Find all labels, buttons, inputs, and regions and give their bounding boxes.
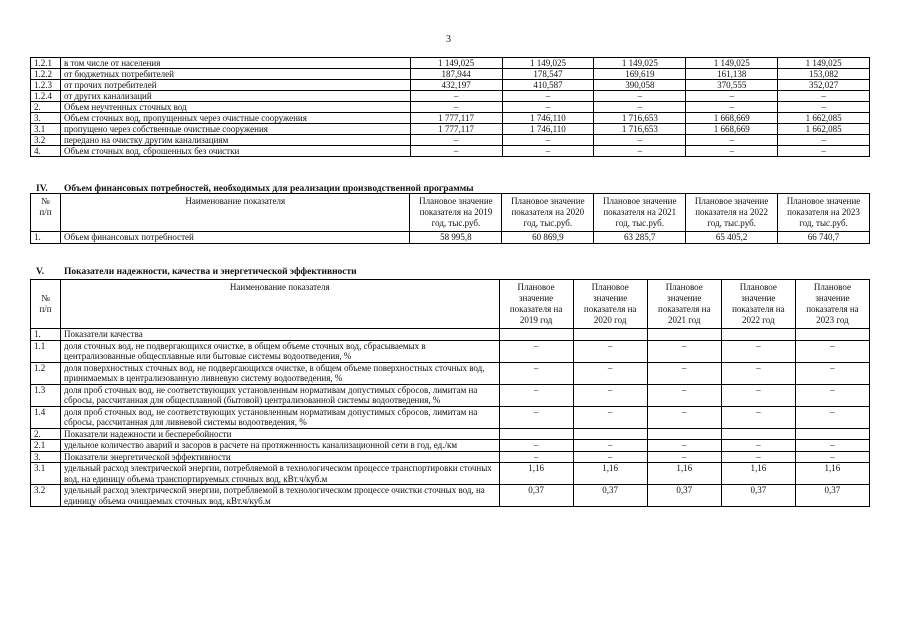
header-year-2019: Плановое значение показателя на 2019 год, тыс.руб. — [410, 194, 502, 232]
row-label: Объем сточных вод, пропущенных через очистные сооружения — [60, 113, 410, 124]
row-label: доля сточных вод, не подвергающихся очистке, в общем объеме сточных вод, сбрасываемых в централизованные общесплавные или бытовые системы водоотведения, % — [61, 340, 500, 362]
row-value — [795, 428, 869, 440]
financial-needs-table-body — [31, 232, 870, 244]
table-row — [31, 329, 870, 341]
row-value: 1 716,653 — [594, 113, 686, 124]
row-value: – — [502, 102, 594, 113]
header-year-2021: Плановое значение показателя на 2021 год — [647, 280, 721, 329]
reliability-indicators-table-body — [31, 329, 870, 507]
row-value: 187,944 — [410, 69, 502, 80]
row-value: 0,37 — [499, 485, 573, 507]
row-value: – — [573, 406, 647, 428]
row-number: 1.4 — [31, 406, 61, 428]
row-value: – — [647, 340, 721, 362]
row-value: – — [721, 362, 795, 384]
row-number: 1.2.1 — [31, 58, 61, 69]
row-value: – — [721, 340, 795, 362]
row-value: 1 149,025 — [594, 58, 686, 69]
row-label: передано на очистку другим канализациям — [60, 135, 410, 146]
row-value: 1 777,117 — [410, 124, 502, 135]
row-value: 1 746,110 — [502, 113, 594, 124]
row-label: доля проб сточных вод, не соответствующих установленным нормативам допустимых сбросов, лимитам на сбросы, рассчитанная для ливневой системы водоотведения, % — [61, 406, 500, 428]
row-value: – — [686, 102, 778, 113]
row-number: 3.1 — [31, 124, 61, 135]
row-value — [647, 329, 721, 341]
row-value: – — [573, 440, 647, 452]
table-row — [31, 384, 870, 406]
section-4-number: IV. — [36, 184, 48, 194]
row-value — [573, 428, 647, 440]
financial-needs-table — [30, 193, 870, 244]
row-value: – — [795, 384, 869, 406]
row-value: – — [594, 146, 686, 157]
table-row — [31, 406, 870, 428]
row-value: 432,197 — [410, 80, 502, 91]
row-number: 3.1 — [31, 463, 61, 485]
header-year-2022: Плановое значение показателя на 2022 год — [721, 280, 795, 329]
table-row — [31, 463, 870, 485]
wastewater-volume-table — [30, 57, 870, 157]
row-value: – — [502, 135, 594, 146]
section-5-title: Показатели надежности, качества и энергетической эффективности — [64, 267, 357, 277]
row-number: 3.2 — [31, 485, 61, 507]
row-value: – — [573, 384, 647, 406]
row-value — [499, 428, 573, 440]
row-value: – — [721, 440, 795, 452]
row-value: – — [594, 91, 686, 102]
row-value: 0,37 — [795, 485, 869, 507]
page-number: 3 — [446, 34, 451, 45]
row-value: 1 149,025 — [686, 58, 778, 69]
table-row — [31, 58, 870, 69]
header-year-2022: Плановое значение показателя на 2022 год, тыс.руб. — [686, 194, 778, 232]
row-value: 63 285,7 — [594, 232, 686, 244]
row-value — [721, 428, 795, 440]
row-value — [795, 329, 869, 341]
reliability-indicators-table — [30, 279, 870, 507]
wastewater-volume-table-body — [31, 58, 870, 157]
row-label: удельное количество аварий и засоров в расчете на протяженность канализационной сети в год, ед./км — [61, 440, 500, 452]
row-value: – — [594, 102, 686, 113]
row-value: 1 149,025 — [410, 58, 502, 69]
row-value: 153,082 — [778, 69, 870, 80]
header-year-2020: Плановое значение показателя на 2020 год, тыс.руб. — [502, 194, 594, 232]
row-value: – — [795, 440, 869, 452]
row-value: 1,16 — [721, 463, 795, 485]
row-value: 1,16 — [573, 463, 647, 485]
row-value: – — [499, 384, 573, 406]
row-value: 58 995,8 — [410, 232, 502, 244]
table-row — [31, 451, 870, 463]
row-value: 1,16 — [647, 463, 721, 485]
row-value: 352,027 — [778, 80, 870, 91]
row-value: – — [410, 146, 502, 157]
table-row — [31, 440, 870, 452]
row-value: – — [499, 362, 573, 384]
row-label: Объем сточных вод, сброшенных без очистки — [60, 146, 410, 157]
row-value: – — [647, 451, 721, 463]
row-value: 0,37 — [573, 485, 647, 507]
section-5-heading — [36, 267, 357, 277]
row-value: – — [573, 362, 647, 384]
row-value: – — [647, 384, 721, 406]
table-row — [31, 124, 870, 135]
row-value — [721, 329, 795, 341]
row-value: – — [795, 340, 869, 362]
header-indicator-name: Наименование показателя — [61, 280, 500, 329]
row-number: 3.2 — [31, 135, 61, 146]
row-value: 0,37 — [647, 485, 721, 507]
row-label: от других канализаций — [60, 91, 410, 102]
row-number: 2.1 — [31, 440, 61, 452]
header-year-2019: Плановое значение показателя на 2019 год — [499, 280, 573, 329]
table-row — [31, 69, 870, 80]
row-value: – — [499, 340, 573, 362]
row-value: 65 405,2 — [686, 232, 778, 244]
row-number: 1.2.3 — [31, 80, 61, 91]
row-number: 1.2 — [31, 362, 61, 384]
row-number: 1.2.4 — [31, 91, 61, 102]
table-row — [31, 232, 870, 244]
header-row-number: № п/п — [31, 194, 61, 232]
row-value: 390,058 — [594, 80, 686, 91]
table-row — [31, 485, 870, 507]
row-number: 2. — [31, 102, 61, 113]
row-number: 4. — [31, 146, 61, 157]
row-value: 1,16 — [795, 463, 869, 485]
row-label: Объем неучтенных сточных вод — [60, 102, 410, 113]
row-value: – — [647, 406, 721, 428]
row-value: 161,138 — [686, 69, 778, 80]
row-value: – — [778, 91, 870, 102]
row-value: – — [410, 91, 502, 102]
row-value: – — [778, 135, 870, 146]
row-label: удельный расход электрической энергии, потребляемой в технологическом процессе транспортировки сточных вод, на единицу объема транспортируемых сточных вод, кВт.ч/куб.м — [61, 463, 500, 485]
row-label: Объем финансовых потребностей — [60, 232, 410, 244]
row-label: от прочих потребителей — [60, 80, 410, 91]
row-value: – — [795, 362, 869, 384]
row-value: – — [647, 440, 721, 452]
row-value: 1 668,669 — [686, 124, 778, 135]
row-label: Показатели качества — [61, 329, 500, 341]
row-label: удельный расход электрической энергии, потребляемой в технологическом процессе очистки сточных вод, на единицу объема очищаемых сточных вод, кВт.ч/куб.м — [61, 485, 500, 507]
row-number: 2. — [31, 428, 61, 440]
row-label: Показатели энергетической эффективности — [61, 451, 500, 463]
row-number: 3. — [31, 113, 61, 124]
section-4-title: Объем финансовых потребностей, необходимых для реализации производственной программы — [64, 184, 474, 194]
row-value: 1 668,669 — [686, 113, 778, 124]
row-value: – — [686, 135, 778, 146]
row-value: – — [573, 340, 647, 362]
header-year-2023: Плановое значение показателя на 2023 год, тыс.руб. — [778, 194, 870, 232]
row-value: – — [499, 406, 573, 428]
row-label: в том числе от населения — [60, 58, 410, 69]
row-value: – — [647, 362, 721, 384]
header-row-number: № п/п — [31, 280, 61, 329]
row-value: 169,619 — [594, 69, 686, 80]
row-value: – — [686, 146, 778, 157]
row-value: – — [778, 146, 870, 157]
header-year-2023: Плановое значение показателя на 2023 год — [795, 280, 869, 329]
row-number: 3. — [31, 451, 61, 463]
row-value: 1 746,110 — [502, 124, 594, 135]
row-value: – — [499, 440, 573, 452]
row-value: 1 149,025 — [502, 58, 594, 69]
row-number: 1. — [31, 232, 61, 244]
table-row — [31, 91, 870, 102]
row-value: – — [778, 102, 870, 113]
table-row — [31, 428, 870, 440]
row-value: 410,587 — [502, 80, 594, 91]
row-number: 1.1 — [31, 340, 61, 362]
header-year-2021: Плановое значение показателя на 2021 год, тыс.руб. — [594, 194, 686, 232]
row-value: – — [499, 451, 573, 463]
row-value: 178,547 — [502, 69, 594, 80]
row-value: 1 662,085 — [778, 124, 870, 135]
row-value: – — [721, 451, 795, 463]
row-value: – — [686, 91, 778, 102]
row-number: 1.2.2 — [31, 69, 61, 80]
row-value: – — [410, 135, 502, 146]
row-value: – — [721, 384, 795, 406]
row-label: пропущено через собственные очистные сооружения — [60, 124, 410, 135]
row-value: – — [573, 451, 647, 463]
row-value: 1,16 — [499, 463, 573, 485]
table-row — [31, 135, 870, 146]
row-value: 1 716,653 — [594, 124, 686, 135]
table-row — [31, 146, 870, 157]
row-value: 60 869,9 — [502, 232, 594, 244]
row-value: – — [502, 91, 594, 102]
row-number: 1. — [31, 329, 61, 341]
row-value: – — [721, 406, 795, 428]
row-value: – — [795, 406, 869, 428]
row-value: 1 149,025 — [778, 58, 870, 69]
row-label: доля поверхностных сточных вод, не подвергающихся очистке, в общем объеме поверхностных сточных вод, принимаемых в централизованную ливневую систему водоотведения, % — [61, 362, 500, 384]
row-value — [499, 329, 573, 341]
row-label: Показатели надежности и бесперебойности — [61, 428, 500, 440]
row-value: 370,555 — [686, 80, 778, 91]
row-value — [573, 329, 647, 341]
row-value: – — [410, 102, 502, 113]
row-label: от бюджетных потребителей — [60, 69, 410, 80]
row-value — [647, 428, 721, 440]
table-row — [31, 340, 870, 362]
header-indicator-name: Наименование показателя — [60, 194, 410, 232]
table-row — [31, 113, 870, 124]
row-value: – — [502, 146, 594, 157]
row-value: 1 777,117 — [410, 113, 502, 124]
row-value: 0,37 — [721, 485, 795, 507]
table-row — [31, 362, 870, 384]
row-label: доля проб сточных вод, не соответствующих установленным нормативам допустимых сбросов, лимитам на сбросы, рассчитанная для общесплавной (бытовой) централизованной системы водоотведения, % — [61, 384, 500, 406]
row-value: 66 740,7 — [778, 232, 870, 244]
section-5-number: V. — [36, 267, 45, 277]
table-row — [31, 80, 870, 91]
header-year-2020: Плановое значение показателя на 2020 год — [573, 280, 647, 329]
row-value: – — [795, 451, 869, 463]
row-value: 1 662,085 — [778, 113, 870, 124]
row-value: – — [594, 135, 686, 146]
row-number: 1.3 — [31, 384, 61, 406]
table-row — [31, 102, 870, 113]
